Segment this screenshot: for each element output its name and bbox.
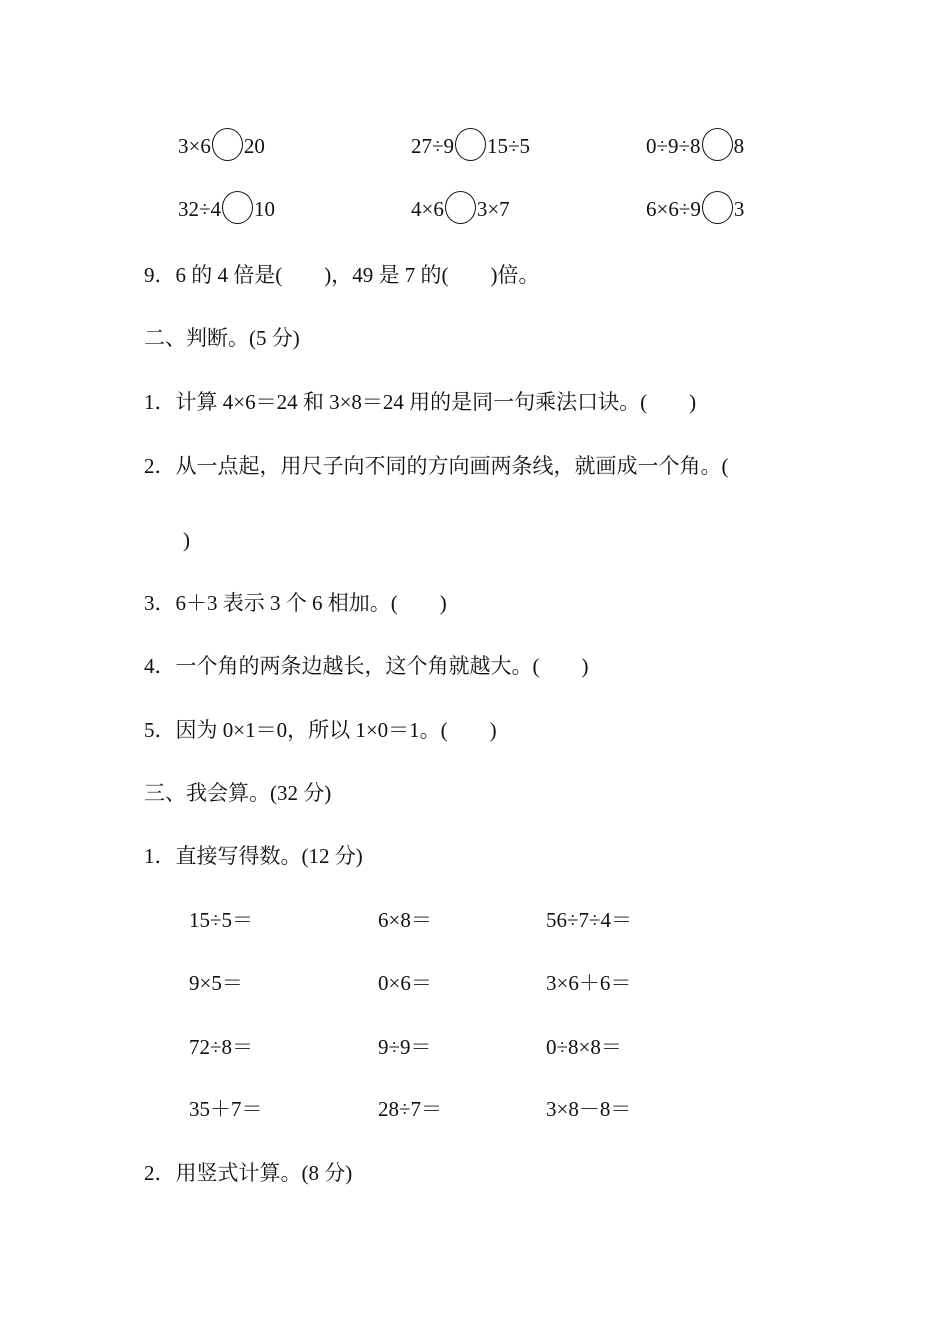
compare-right: 15÷5 — [487, 134, 531, 158]
calc-item: 3×8－8＝ — [546, 1097, 632, 1121]
compare-item — [646, 124, 744, 157]
compare-left: 4×6 — [411, 197, 444, 221]
judge-item-3: 3．6＋3 表示 3 个 6 相加。( ) — [144, 591, 447, 615]
calc-item: 6×8＝ — [378, 908, 432, 932]
blank-circle[interactable] — [212, 128, 243, 161]
judge-item-2-close-paren: ) — [183, 528, 190, 552]
blank-circle[interactable] — [455, 128, 486, 161]
compare-left: 6×6÷9 — [646, 197, 701, 221]
compare-left: 0÷9÷8 — [646, 134, 701, 158]
calc-item: 35＋7＝ — [189, 1097, 263, 1121]
compare-right: 3 — [733, 197, 745, 221]
compare-item — [646, 187, 744, 220]
blank-circle[interactable] — [222, 191, 253, 224]
blank-circle[interactable] — [702, 128, 733, 161]
calc-item: 3×6＋6＝ — [546, 971, 632, 995]
compare-item — [178, 187, 275, 220]
compare-item — [178, 124, 265, 157]
compare-item — [411, 187, 510, 220]
judge-item-5: 5．因为 0×1＝0，所以 1×0＝1。( ) — [144, 718, 497, 742]
compare-left: 3×6 — [178, 134, 211, 158]
calc-item: 0×6＝ — [378, 971, 432, 995]
blank-circle[interactable] — [445, 191, 476, 224]
section-2-heading: 二、判断。(5 分) — [144, 326, 300, 350]
section-3-heading: 三、我会算。(32 分) — [144, 781, 332, 805]
compare-item — [411, 124, 530, 157]
judge-item-2: 2．从一点起，用尺子向不同的方向画两条线，就画成一个角。( — [144, 454, 729, 478]
blank-circle[interactable] — [702, 191, 733, 224]
compare-left: 32÷4 — [178, 197, 222, 221]
calc-item: 0÷8×8＝ — [546, 1035, 622, 1059]
compare-right: 3×7 — [476, 197, 510, 221]
calc-item: 28÷7＝ — [378, 1097, 443, 1121]
calc-item: 72÷8＝ — [189, 1035, 254, 1059]
judge-item-1: 1．计算 4×6＝24 和 3×8＝24 用的是同一句乘法口诀。( ) — [144, 390, 697, 414]
compare-right: 20 — [243, 134, 265, 158]
compare-right: 10 — [254, 197, 276, 221]
calc-item: 9×5＝ — [189, 971, 243, 995]
calc-item: 15÷5＝ — [189, 908, 254, 932]
section-3-sub-1: 1．直接写得数。(12 分) — [144, 844, 363, 868]
calc-item: 56÷7÷4＝ — [546, 908, 633, 932]
compare-left: 27÷9 — [411, 134, 455, 158]
judge-item-4: 4．一个角的两条边越长，这个角就越大。( ) — [144, 654, 589, 678]
question-9: 9．6 的 4 倍是( )，49 是 7 的( )倍。 — [144, 263, 540, 287]
section-3-sub-2: 2．用竖式计算。(8 分) — [144, 1161, 353, 1185]
calc-item: 9÷9＝ — [378, 1035, 432, 1059]
compare-right: 8 — [733, 134, 745, 158]
